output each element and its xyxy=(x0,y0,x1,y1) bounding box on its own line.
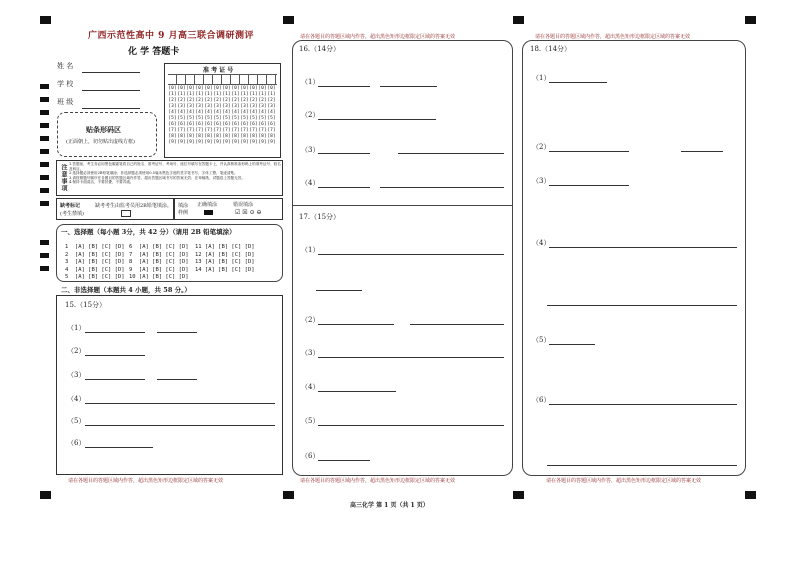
column-3-frame xyxy=(522,40,746,476)
exam-number-bubble[interactable]: [5] xyxy=(213,116,222,121)
timing-mark xyxy=(40,162,49,167)
boundary-warning: 请在各题目的答题区域内作答，超出黑色矩形边框限定区域的答案无效 xyxy=(68,478,224,484)
wrong-label: 错误填涂 xyxy=(233,202,254,208)
timing-mark xyxy=(40,123,49,128)
q17-part-label: （4） xyxy=(301,383,320,391)
q15-answer-line[interactable] xyxy=(85,425,275,426)
notice-item: 1.答题前，考生务必用黑色碳素笔将自己的姓名、准考证号、考场号、座位号填写在答题卡上，并认真核准条形码上的准考证号、姓名及科目。 xyxy=(69,162,281,171)
timing-mark xyxy=(40,188,49,193)
q16-part-label: （1） xyxy=(301,78,320,86)
exam-number-write-row[interactable] xyxy=(168,74,277,85)
exam-number-bubble[interactable]: [7] xyxy=(258,128,267,133)
exam-number-bubble[interactable]: [5] xyxy=(249,116,258,121)
exam-number-bubble[interactable]: [6] xyxy=(186,122,195,127)
exam-number-bubble[interactable]: [6] xyxy=(213,122,222,127)
exam-number-bubble[interactable]: [9] xyxy=(258,140,267,145)
exam-number-bubble[interactable]: [1] xyxy=(231,92,240,97)
exam-number-bubble[interactable]: [6] xyxy=(258,122,267,127)
exam-number-bubble[interactable]: [4] xyxy=(195,110,204,115)
exam-number-bubble[interactable]: [5] xyxy=(168,116,177,121)
barcode-area xyxy=(57,112,157,157)
exam-number-bubble[interactable]: [1] xyxy=(204,92,213,97)
notice-item: 3.请按照题号顺序在各题目的答题区域内作答，超出答题区域书写的答案无效；在草稿纸、试题卷上答题无效。 xyxy=(69,175,245,180)
mcq-header: 一、选择题（每小题 3分，共 42 分）（请用 2B 铅笔填涂） xyxy=(61,228,236,236)
exam-number-bubble[interactable]: [9] xyxy=(195,140,204,145)
column-2-frame xyxy=(292,40,513,476)
exam-number-bubble[interactable]: [9] xyxy=(267,140,276,145)
q15-part-label: （3） xyxy=(67,371,86,379)
boundary-warning: 请在各题目的答题区域内作答，超出黑色矩形边框限定区域的答案无效 xyxy=(300,34,456,40)
exam-number-bubble[interactable]: [9] xyxy=(204,140,213,145)
exam-number-bubble[interactable]: [2] xyxy=(267,98,276,103)
exam-number-bubble[interactable]: [9] xyxy=(168,140,177,145)
q18-answer-line[interactable] xyxy=(547,305,737,306)
corner-mark xyxy=(513,491,524,499)
exam-number-bubble[interactable]: [6] xyxy=(249,122,258,127)
q15-answer-line[interactable] xyxy=(85,403,275,404)
notice-text xyxy=(69,162,281,185)
exam-number-bubble[interactable]: [1] xyxy=(213,92,222,97)
fill-label: 填涂样例 xyxy=(178,203,189,216)
q18-part-label: （2） xyxy=(532,143,551,151)
exam-number-bubble[interactable]: [5] xyxy=(267,116,276,121)
q16-answer-line[interactable] xyxy=(318,153,370,154)
timing-mark xyxy=(40,97,49,102)
exam-number-bubble[interactable]: [4] xyxy=(222,110,231,115)
non-mcq-header: 二、非选择题（本题共 4 小题，共 58 分。） xyxy=(61,286,191,294)
exam-number-bubble[interactable]: [5] xyxy=(258,116,267,121)
exam-number-bubble[interactable]: [8] xyxy=(186,134,195,139)
exam-number-bubble[interactable]: [3] xyxy=(267,104,276,109)
boundary-warning: 请在各题目的答题区域内作答，超出黑色矩形边框限定区域的答案无效 xyxy=(535,34,691,40)
exam-number-bubble[interactable]: [2] xyxy=(249,98,258,103)
q15-answer-line[interactable] xyxy=(85,379,145,380)
exam-number-bubble[interactable]: [1] xyxy=(258,92,267,97)
exam-number-bubble[interactable]: [2] xyxy=(195,98,204,103)
q18-answer-line[interactable] xyxy=(547,465,737,466)
exam-number-bubble[interactable]: [7] xyxy=(177,128,186,133)
exam-number-label: 准 考 证 号 xyxy=(203,67,234,74)
q17-part-label: （5） xyxy=(301,417,320,425)
notice-label: 注意事项 xyxy=(60,164,67,192)
timing-mark xyxy=(40,110,49,115)
exam-number-bubbles[interactable] xyxy=(168,86,276,146)
q17-answer-line[interactable] xyxy=(318,254,504,255)
q15-answer-line[interactable] xyxy=(85,355,145,356)
timing-mark xyxy=(40,149,49,154)
q18-answer-line[interactable] xyxy=(549,151,629,152)
exam-number-bubble[interactable]: [8] xyxy=(195,134,204,139)
exam-number-bubble[interactable]: [0] xyxy=(177,86,186,91)
q17-answer-line[interactable] xyxy=(316,290,362,291)
barcode-note: (正面朝上，切勿贴出虚线方框) xyxy=(66,139,135,145)
q17-part-label: （3） xyxy=(301,349,320,357)
corner-mark xyxy=(283,491,294,499)
mcq-section xyxy=(56,224,283,282)
exam-number-bubble[interactable]: [0] xyxy=(195,86,204,91)
timing-mark xyxy=(40,175,49,180)
q18-answer-line[interactable] xyxy=(549,404,737,405)
exam-number-bubble[interactable]: [3] xyxy=(213,104,222,109)
exam-number-bubble[interactable]: [0] xyxy=(267,86,276,91)
timing-mark xyxy=(40,84,49,89)
exam-number-bubble[interactable]: [5] xyxy=(195,116,204,121)
q16-q17-divider xyxy=(292,205,513,206)
exam-number-bubble[interactable]: [4] xyxy=(186,110,195,115)
school-label: 学 校 xyxy=(57,80,74,88)
q16-part-label: （3） xyxy=(301,146,320,154)
absent-box xyxy=(56,198,174,220)
notice-box xyxy=(56,160,283,196)
exam-number-bubble[interactable]: [8] xyxy=(204,134,213,139)
exam-number-bubble[interactable]: [6] xyxy=(195,122,204,127)
exam-number-bubble[interactable]: [0] xyxy=(249,86,258,91)
boundary-warning: 请在各题目的答题区域内作答，超出黑色矩形边框限定区域的答案无效 xyxy=(546,478,702,484)
exam-number-bubble[interactable]: [8] xyxy=(267,134,276,139)
barcode-title: 贴条形码区 xyxy=(86,125,121,134)
corner-mark xyxy=(513,16,524,24)
q18-answer-line[interactable] xyxy=(681,151,723,152)
q18-part-label: （5） xyxy=(532,336,551,344)
name-label: 姓 名 xyxy=(57,62,74,70)
timing-mark xyxy=(40,136,49,141)
exam-number-bubble[interactable]: [1] xyxy=(168,92,177,97)
q17-answer-line[interactable] xyxy=(410,324,504,325)
exam-number-bubble[interactable]: [0] xyxy=(213,86,222,91)
corner-mark xyxy=(745,16,756,24)
q15-answer-area xyxy=(56,295,283,475)
exam-number-bubble[interactable]: [3] xyxy=(249,104,258,109)
exam-number-bubble[interactable]: [7] xyxy=(186,128,195,133)
exam-number-bubble[interactable]: [3] xyxy=(177,104,186,109)
q17-part-label: （6） xyxy=(301,452,320,460)
exam-number-bubble[interactable]: [5] xyxy=(186,116,195,121)
q15-answer-line[interactable] xyxy=(157,332,197,333)
exam-number-bubble[interactable]: [1] xyxy=(195,92,204,97)
exam-number-bubble[interactable]: [2] xyxy=(177,98,186,103)
exam-number-bubble[interactable]: [0] xyxy=(231,86,240,91)
notice-item: 2.选择题必须使用2B铅笔填涂；非选择题必须使用0.5毫米黑色字迹的签字笔书写，字体工整，笔迹清楚。 xyxy=(69,171,238,176)
exam-number-bubble[interactable]: [9] xyxy=(186,140,195,145)
exam-number-bubble[interactable]: [2] xyxy=(186,98,195,103)
q16-answer-line[interactable] xyxy=(398,153,504,154)
exam-number-bubble[interactable]: [8] xyxy=(258,134,267,139)
exam-number-bubble[interactable]: [3] xyxy=(186,104,195,109)
q18-part-label: （1） xyxy=(532,74,551,82)
exam-number-bubble[interactable]: [9] xyxy=(222,140,231,145)
exam-number-bubble[interactable]: [4] xyxy=(258,110,267,115)
exam-number-bubble[interactable]: [4] xyxy=(168,110,177,115)
q16-answer-line[interactable] xyxy=(380,86,437,87)
exam-number-bubble[interactable]: [6] xyxy=(240,122,249,127)
wrong-examples: ☑ ☒ ⊙ ⊖ xyxy=(235,209,262,216)
exam-number-bubble[interactable]: [0] xyxy=(168,86,177,91)
exam-number-bubble[interactable]: [6] xyxy=(204,122,213,127)
exam-number-bubble[interactable]: [7] xyxy=(240,128,249,133)
q17-answer-line[interactable] xyxy=(318,357,504,358)
exam-number-bubble[interactable]: [0] xyxy=(186,86,195,91)
class-label: 班 级 xyxy=(57,98,74,106)
exam-number-bubble[interactable]: [9] xyxy=(231,140,240,145)
exam-number-bubble[interactable]: [0] xyxy=(204,86,213,91)
q18-answer-line[interactable] xyxy=(549,82,607,83)
q17-answer-line[interactable] xyxy=(318,460,370,461)
q18-answer-line[interactable] xyxy=(549,185,629,186)
exam-number-bubble[interactable]: [8] xyxy=(222,134,231,139)
absent-checkbox[interactable] xyxy=(121,210,131,217)
exam-number-bubble[interactable]: [0] xyxy=(258,86,267,91)
exam-number-bubble[interactable]: [7] xyxy=(249,128,258,133)
q15-part-label: （6） xyxy=(67,439,86,447)
q15-part-label: （5） xyxy=(67,417,86,425)
exam-number-bubble[interactable]: [5] xyxy=(204,116,213,121)
name-field[interactable] xyxy=(82,72,140,73)
exam-number-bubble[interactable]: [1] xyxy=(186,92,195,97)
exam-number-bubble[interactable]: [6] xyxy=(177,122,186,127)
correct-fill-sample xyxy=(204,210,213,215)
mcq-column-3[interactable]: 11 [A] [B] [C] [D] 12 [A] [B] [C] [D] 13 [A] [B] [C] [D] 14 [A] [B] [C] [D] xyxy=(195,244,255,273)
q15-answer-line[interactable] xyxy=(85,447,153,448)
exam-number-bubble[interactable]: [1] xyxy=(240,92,249,97)
corner-mark xyxy=(40,491,51,499)
exam-number-bubble[interactable]: [4] xyxy=(213,110,222,115)
q16-answer-line[interactable] xyxy=(380,187,504,188)
boundary-warning: 请在各题目的答题区域内作答，超出黑色矩形边框限定区域的答案无效 xyxy=(300,478,456,484)
mcq-column-2[interactable]: 6 [A] [B] [C] [D] 7 [A] [B] [C] [D] 8 [A] [B] [C] [D] 9 [A] [B] [C] [D] 10 [A] [B] [C] [D] xyxy=(129,244,189,280)
timing-mark xyxy=(40,253,49,258)
q15-answer-line[interactable] xyxy=(157,379,197,380)
exam-number-bubble[interactable]: [0] xyxy=(240,86,249,91)
exam-number-bubble[interactable]: [0] xyxy=(222,86,231,91)
exam-number-bubble[interactable]: [3] xyxy=(240,104,249,109)
q18-answer-line[interactable] xyxy=(549,344,595,345)
exam-number-bubble[interactable]: [6] xyxy=(231,122,240,127)
absent-note: 缺考考生由监考员用2B铅笔填涂。 xyxy=(95,203,172,209)
absent-sub: (考生禁填) xyxy=(60,211,84,217)
q15-part-label: （1） xyxy=(67,324,86,332)
exam-number-bubble[interactable]: [3] xyxy=(168,104,177,109)
exam-number-bubble[interactable]: [8] xyxy=(249,134,258,139)
exam-number-bubble[interactable]: [5] xyxy=(177,116,186,121)
exam-number-bubble[interactable]: [9] xyxy=(177,140,186,145)
exam-number-bubble[interactable]: [8] xyxy=(240,134,249,139)
exam-number-bubble[interactable]: [3] xyxy=(231,104,240,109)
corner-mark xyxy=(745,491,756,499)
exam-number-bubble[interactable]: [9] xyxy=(213,140,222,145)
q18-part-label: （3） xyxy=(532,177,551,185)
exam-number-box xyxy=(164,63,281,158)
timing-mark xyxy=(40,240,49,245)
fill-sample-box xyxy=(174,198,283,220)
absent-label: 缺考标记 xyxy=(60,203,81,209)
exam-number-bubble[interactable]: [2] xyxy=(213,98,222,103)
exam-number-bubble[interactable]: [4] xyxy=(204,110,213,115)
exam-number-bubble[interactable]: [2] xyxy=(231,98,240,103)
page-footer: 高三化学 第 1 页（共 1 页） xyxy=(350,502,429,509)
exam-number-bubble[interactable]: [8] xyxy=(177,134,186,139)
exam-number-bubble[interactable]: [4] xyxy=(231,110,240,115)
school-field[interactable] xyxy=(82,90,140,91)
exam-number-bubble[interactable]: [6] xyxy=(168,122,177,127)
q17-part-label: （2） xyxy=(301,316,320,324)
exam-number-bubble[interactable]: [1] xyxy=(177,92,186,97)
exam-number-bubble[interactable]: [4] xyxy=(177,110,186,115)
q16-answer-line[interactable] xyxy=(318,86,370,87)
exam-number-bubble[interactable]: [1] xyxy=(222,92,231,97)
q18-part-label: （6） xyxy=(532,396,551,404)
corner-mark xyxy=(40,16,51,24)
exam-number-bubble[interactable]: [9] xyxy=(240,140,249,145)
exam-number-bubble[interactable]: [4] xyxy=(240,110,249,115)
q16-answer-line[interactable] xyxy=(318,187,370,188)
q17-title: 17.（15分） xyxy=(299,213,341,221)
exam-number-bubble[interactable]: [7] xyxy=(231,128,240,133)
exam-number-bubble[interactable]: [7] xyxy=(168,128,177,133)
exam-number-bubble[interactable]: [1] xyxy=(267,92,276,97)
exam-number-bubble[interactable]: [8] xyxy=(231,134,240,139)
q18-title: 18.（14分） xyxy=(530,45,572,53)
exam-number-bubble[interactable]: [3] xyxy=(195,104,204,109)
exam-number-bubble[interactable]: [3] xyxy=(222,104,231,109)
exam-number-bubble[interactable]: [5] xyxy=(222,116,231,121)
exam-number-bubble[interactable]: [3] xyxy=(258,104,267,109)
exam-number-bubble[interactable]: [7] xyxy=(195,128,204,133)
exam-number-bubble[interactable]: [7] xyxy=(213,128,222,133)
exam-number-bubble[interactable]: [2] xyxy=(258,98,267,103)
q16-part-label: （2） xyxy=(301,111,320,119)
q16-title: 16.（14分） xyxy=(299,45,341,53)
correct-label: 正确填涂 xyxy=(197,202,218,208)
exam-number-bubble[interactable]: [6] xyxy=(267,122,276,127)
class-field[interactable] xyxy=(82,108,140,109)
q16-answer-line[interactable] xyxy=(318,119,436,120)
q16-part-label: （4） xyxy=(301,179,320,187)
exam-number-bubble[interactable]: [7] xyxy=(204,128,213,133)
exam-number-bubble[interactable]: [7] xyxy=(222,128,231,133)
q15-title: 15.（15分） xyxy=(65,301,107,309)
q17-part-label: （1） xyxy=(301,246,320,254)
exam-number-bubble[interactable]: [9] xyxy=(249,140,258,145)
exam-number-bubble[interactable]: [5] xyxy=(240,116,249,121)
exam-number-bubble[interactable]: [2] xyxy=(204,98,213,103)
q18-part-label: （4） xyxy=(532,239,551,247)
exam-number-bubble[interactable]: [1] xyxy=(249,92,258,97)
exam-number-bubble[interactable]: [8] xyxy=(213,134,222,139)
timing-mark xyxy=(40,201,49,206)
exam-number-bubble[interactable]: [7] xyxy=(267,128,276,133)
exam-number-bubble[interactable]: [2] xyxy=(240,98,249,103)
q15-answer-line[interactable] xyxy=(85,332,145,333)
exam-number-bubble[interactable]: [4] xyxy=(249,110,258,115)
q17-answer-line[interactable] xyxy=(318,425,504,426)
page-title: 广西示范性高中 9 月高三联合调研测评 xyxy=(88,31,255,41)
q18-answer-line[interactable] xyxy=(549,247,737,248)
exam-number-bubble[interactable]: [2] xyxy=(168,98,177,103)
q15-part-label: （2） xyxy=(67,347,86,355)
exam-number-bubble[interactable]: [4] xyxy=(267,110,276,115)
corner-mark xyxy=(283,16,294,24)
q17-answer-line[interactable] xyxy=(318,391,396,392)
exam-number-bubble[interactable]: [8] xyxy=(168,134,177,139)
exam-number-bubble[interactable]: [5] xyxy=(231,116,240,121)
timing-mark xyxy=(40,266,49,271)
exam-number-bubble[interactable]: [3] xyxy=(204,104,213,109)
mcq-column-1[interactable]: 1 [A] [B] [C] [D] 2 [A] [B] [C] [D] 3 [A] [B] [C] [D] 4 [A] [B] [C] [D] 5 [A] [B] [C] [D] xyxy=(65,244,125,280)
subject-title: 化 学 答题卡 xyxy=(128,47,180,57)
notice-item: 4.保持卡面清洁，不要折叠、不要弄破。 xyxy=(69,180,134,185)
exam-number-bubble[interactable]: [2] xyxy=(222,98,231,103)
q15-part-label: （4） xyxy=(67,395,86,403)
exam-number-bubble[interactable]: [6] xyxy=(222,122,231,127)
q17-answer-line[interactable] xyxy=(318,324,394,325)
